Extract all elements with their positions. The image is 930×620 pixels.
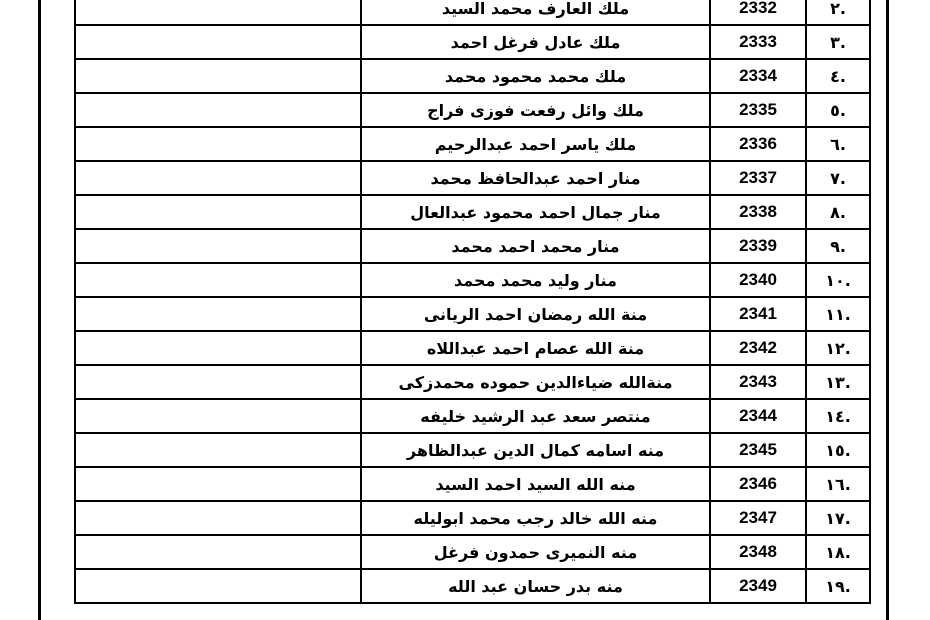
student-name: ملك محمد محمود محمد (361, 59, 710, 93)
student-name: منه الله السيد احمد السيد (361, 467, 710, 501)
row-index: .٣ (806, 25, 870, 59)
row-index: .٦ (806, 127, 870, 161)
blank-cell (75, 331, 361, 365)
row-index: .١٩ (806, 569, 870, 603)
blank-cell (75, 467, 361, 501)
row-index: .٤ (806, 59, 870, 93)
student-name: منار محمد احمد محمد (361, 229, 710, 263)
blank-cell (75, 161, 361, 195)
student-name: منار احمد عبدالحافظ محمد (361, 161, 710, 195)
student-name: منة الله رمضان احمد الريانى (361, 297, 710, 331)
table-row (75, 433, 870, 467)
blank-cell (75, 0, 361, 25)
seat-number: 2335 (710, 93, 806, 127)
row-index: .١٧ (806, 501, 870, 535)
row-index: .١٢ (806, 331, 870, 365)
blank-cell (75, 263, 361, 297)
student-name: منتصر سعد عبد الرشيد خليفه (361, 399, 710, 433)
row-index: .١٣ (806, 365, 870, 399)
student-name: منه الله خالد رجب محمد ابوليله (361, 501, 710, 535)
student-name: ملك عادل فرغل احمد (361, 25, 710, 59)
table-row (75, 59, 870, 93)
seat-number: 2341 (710, 297, 806, 331)
student-name: ملك وائل رفعت فوزى فراج (361, 93, 710, 127)
blank-cell (75, 433, 361, 467)
blank-cell (75, 399, 361, 433)
table-row (75, 263, 870, 297)
row-index: .١١ (806, 297, 870, 331)
blank-cell (75, 229, 361, 263)
blank-cell (75, 127, 361, 161)
blank-cell (75, 501, 361, 535)
seat-number: 2345 (710, 433, 806, 467)
seat-number: 2337 (710, 161, 806, 195)
row-index: .١٤ (806, 399, 870, 433)
row-index: .١٦ (806, 467, 870, 501)
row-index: .٧ (806, 161, 870, 195)
student-name: ملك العارف محمد السيد (361, 0, 710, 25)
seat-number: 2338 (710, 195, 806, 229)
row-index: .٨ (806, 195, 870, 229)
seat-number: 2349 (710, 569, 806, 603)
table-row (75, 501, 870, 535)
table-row (75, 93, 870, 127)
table-row (75, 195, 870, 229)
seat-number: 2343 (710, 365, 806, 399)
seat-number: 2332 (710, 0, 806, 25)
blank-cell (75, 569, 361, 603)
page-border-right (886, 0, 889, 620)
seat-number: 2342 (710, 331, 806, 365)
student-name: منة الله عصام احمد عبداللاه (361, 331, 710, 365)
blank-cell (75, 93, 361, 127)
row-index: .٥ (806, 93, 870, 127)
seat-number: 2339 (710, 229, 806, 263)
seat-number: 2346 (710, 467, 806, 501)
table-row (75, 0, 870, 25)
blank-cell (75, 25, 361, 59)
seat-number: 2347 (710, 501, 806, 535)
student-name: منه النميرى حمدون فرغل (361, 535, 710, 569)
table-row (75, 399, 870, 433)
row-index: .١٨ (806, 535, 870, 569)
table-row (75, 25, 870, 59)
seat-number: 2340 (710, 263, 806, 297)
table-row (75, 535, 870, 569)
table-row (75, 569, 870, 603)
student-name: ملك ياسر احمد عبدالرحيم (361, 127, 710, 161)
blank-cell (75, 297, 361, 331)
row-index: .١٠ (806, 263, 870, 297)
blank-cell (75, 535, 361, 569)
student-name: منه اسامه كمال الدين عبدالظاهر (361, 433, 710, 467)
table-row (75, 331, 870, 365)
table-row (75, 161, 870, 195)
page-border-left (38, 0, 41, 620)
row-index: .١٥ (806, 433, 870, 467)
blank-cell (75, 59, 361, 93)
student-name: منار وليد محمد محمد (361, 263, 710, 297)
table-row (75, 127, 870, 161)
seat-number: 2344 (710, 399, 806, 433)
student-roster-table (74, 0, 871, 604)
table-row (75, 467, 870, 501)
seat-number: 2333 (710, 25, 806, 59)
blank-cell (75, 195, 361, 229)
seat-number: 2348 (710, 535, 806, 569)
seat-number: 2334 (710, 59, 806, 93)
row-index: .٢ (806, 0, 870, 25)
row-index: .٩ (806, 229, 870, 263)
table-row (75, 229, 870, 263)
student-name: منةالله ضياءالدين حموده محمدزكى (361, 365, 710, 399)
student-name: منه بدر حسان عبد الله (361, 569, 710, 603)
student-name: منار جمال احمد محمود عبدالعال (361, 195, 710, 229)
seat-number: 2336 (710, 127, 806, 161)
table-row (75, 297, 870, 331)
blank-cell (75, 365, 361, 399)
table-row (75, 365, 870, 399)
